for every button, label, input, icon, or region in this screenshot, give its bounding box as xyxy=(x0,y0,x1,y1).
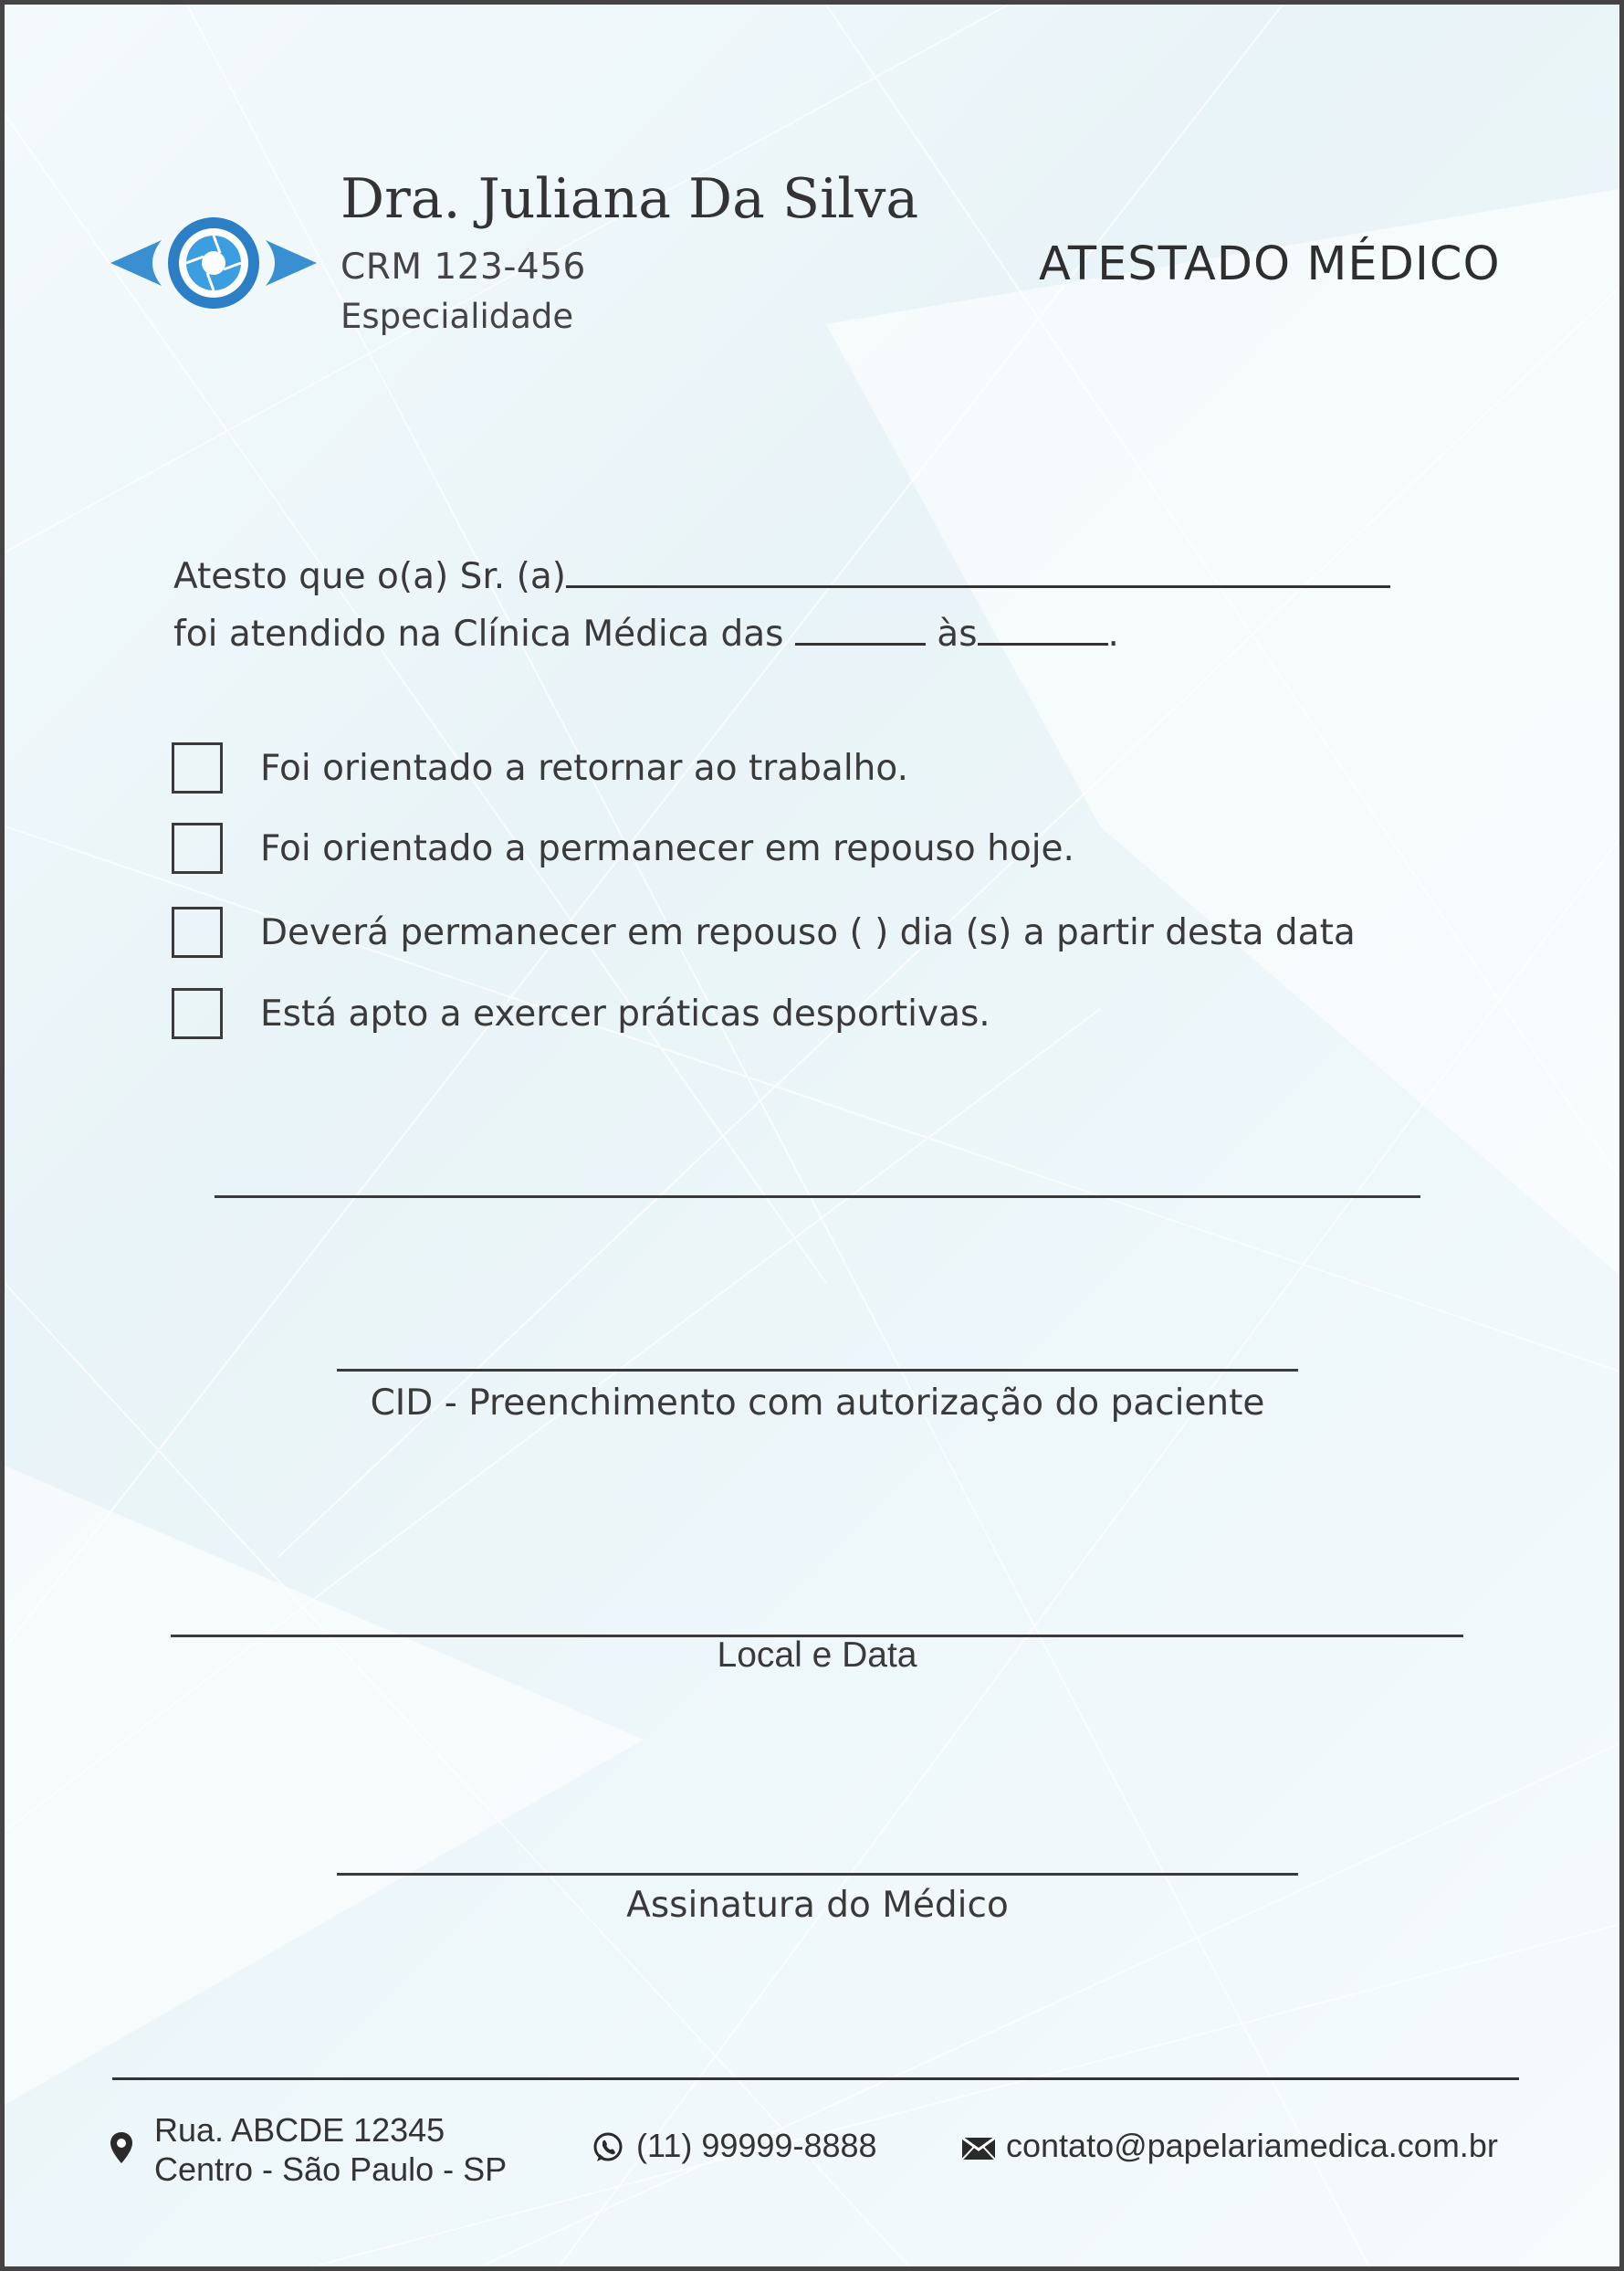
checkbox[interactable] xyxy=(172,988,223,1039)
patient-name-field[interactable] xyxy=(566,558,1390,588)
checkbox[interactable] xyxy=(172,823,223,874)
doctor-name: Dra. Juliana Da Silva xyxy=(341,167,919,231)
place-date-caption: Local e Data xyxy=(717,1635,917,1675)
address-line-2: Centro - São Paulo - SP xyxy=(154,2150,508,2188)
footer-divider xyxy=(112,2077,1519,2080)
option-rest-days xyxy=(172,904,1356,961)
statement-line2-end: . xyxy=(1107,614,1119,655)
address-line-1: Rua. ABCDE 12345 xyxy=(154,2111,445,2149)
option-fit-for-sports xyxy=(172,985,990,1042)
start-time-field[interactable] xyxy=(795,615,926,646)
eye-logo-icon xyxy=(107,213,320,313)
statement-line-1 xyxy=(173,556,1390,597)
notes-line[interactable] xyxy=(215,1195,1420,1198)
statement-line2-text: foi atendido na Clínica Médica das xyxy=(173,614,784,655)
specialty: Especialidade xyxy=(341,297,574,336)
crm-number: CRM 123-456 xyxy=(341,247,586,288)
document-title: ATESTADO MÉDICO xyxy=(1039,237,1501,291)
option-label: Foi orientado a permanecer em repouso hoje. xyxy=(260,827,1074,869)
background-decoration xyxy=(5,5,1624,2271)
statement-line-2 xyxy=(173,614,1119,655)
option-rest-today xyxy=(172,820,1074,877)
statement-line2-middle: às xyxy=(937,614,978,655)
whatsapp-icon xyxy=(592,2131,624,2164)
cid-caption: CID - Preenchimento com autorização do paciente xyxy=(370,1383,1265,1424)
option-label: Foi orientado a retornar ao trabalho. xyxy=(260,747,908,789)
option-label: Deverá permanecer em repouso ( ) dia (s) a partir desta data xyxy=(260,911,1356,953)
signature-line[interactable] xyxy=(337,1873,1298,1876)
email-address[interactable]: contato@papelariamedica.com.br xyxy=(1006,2127,1498,2164)
checkbox[interactable] xyxy=(172,742,223,794)
end-time-field[interactable] xyxy=(978,615,1108,646)
cid-line[interactable] xyxy=(337,1369,1298,1372)
location-pin-icon xyxy=(110,2132,132,2163)
phone-number[interactable]: (11) 99999-8888 xyxy=(636,2127,877,2164)
envelope-icon xyxy=(962,2138,995,2160)
option-label: Está apto a exercer práticas desportivas. xyxy=(260,993,990,1035)
signature-caption: Assinatura do Médico xyxy=(626,1885,1009,1926)
checkbox[interactable] xyxy=(172,907,223,958)
statement-line1-text: Atesto que o(a) Sr. (a) xyxy=(173,556,566,597)
option-return-to-work xyxy=(172,740,908,796)
